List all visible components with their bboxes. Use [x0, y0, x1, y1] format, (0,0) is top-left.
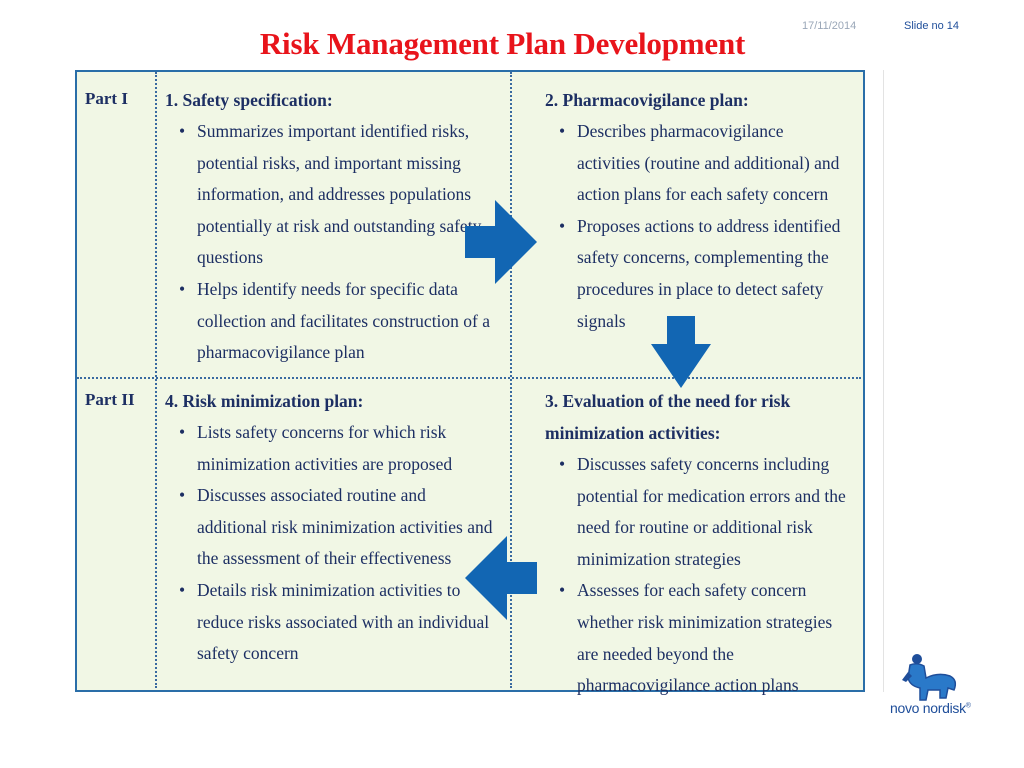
arrow-right-icon [465, 200, 537, 284]
evaluation-heading: 3. Evaluation of the need for risk minimization activities: [545, 391, 791, 443]
brand-name-text: novo nordisk [890, 700, 966, 716]
list-item: • Discusses associated routine and additional risk minimization activities and the assessment of their effectiveness [165, 480, 495, 575]
list-item: • Lists safety concerns for which risk minimization activities are proposed [165, 417, 495, 480]
part-ii-label: Part II [85, 390, 135, 409]
slide-date: 17/11/2014 [802, 20, 857, 32]
slide-number: Slide no 14 [904, 20, 960, 32]
evaluation-list [545, 449, 851, 702]
arrow-down-icon [651, 316, 711, 388]
list-item: • Summarizes important identified risks, potential risks, and important missing information, and addresses populations potentially at risk and outstanding safety questions [165, 116, 495, 274]
rmp-diagram-panel [75, 70, 865, 696]
part-i-label: Part I [85, 89, 128, 108]
list-item: • Assesses for each safety concern whether risk minimization strategies are needed beyond the pharmacovigilance action plans [545, 575, 851, 701]
list-item: • Helps identify needs for specific data collection and facilitates construction of a pharmacovigilance plan [165, 274, 495, 369]
list-item: • Discusses safety concerns including potential for medication errors and the need for routine or additional risk minimization strategies [545, 449, 851, 575]
right-margin-line [883, 70, 884, 692]
safety-specification-heading: 1. Safety specification: [165, 90, 333, 110]
list-item: • Proposes actions to address identified safety concerns, complementing the procedures in place to detect safety signals [545, 211, 851, 337]
pharmacovigilance-plan-heading: 2. Pharmacovigilance plan: [545, 90, 749, 110]
safety-specification-list [165, 116, 495, 369]
arrow-left-icon [465, 536, 537, 620]
row-divider [77, 377, 861, 379]
registered-mark: ® [965, 702, 971, 710]
list-item: • Describes pharmacovigilance activities (routine and additional) and action plans for each safety concern [545, 116, 851, 211]
brand-name [890, 700, 971, 716]
risk-minimization-plan-list [165, 417, 495, 670]
pharmacovigilance-plan-list [545, 116, 851, 337]
slide-title: Risk Management Plan Development [259, 26, 746, 61]
list-item: • Details risk minimization activities to reduce risks associated with an individual safety concern [165, 575, 495, 670]
risk-minimization-plan-heading: 4. Risk minimization plan: [165, 391, 364, 411]
part-column-divider [155, 72, 157, 688]
